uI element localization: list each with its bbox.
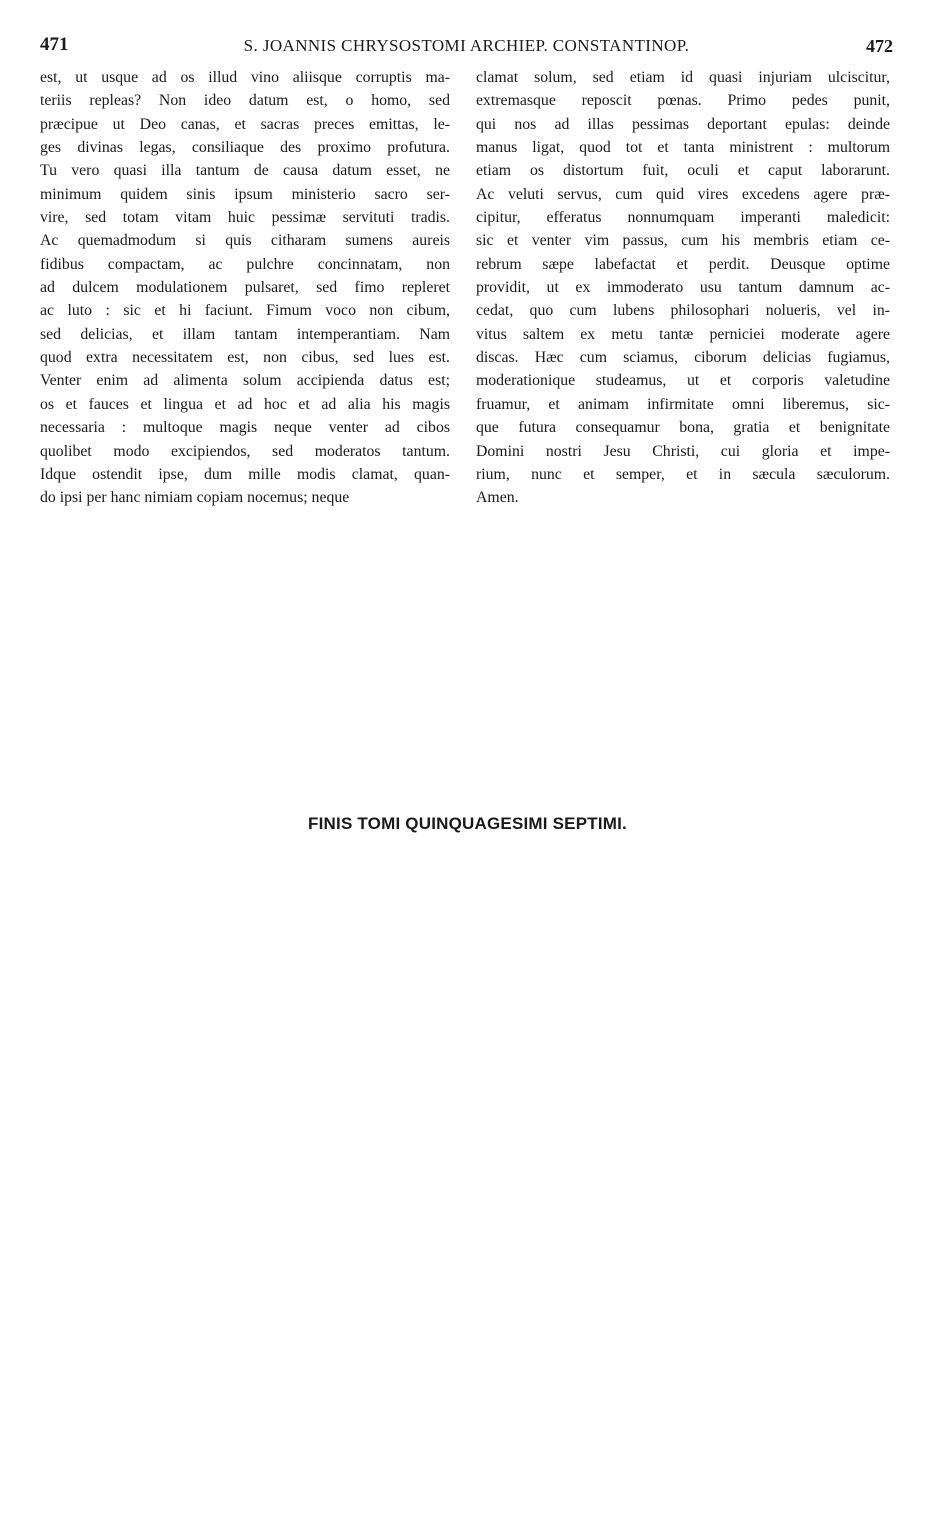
right-column bbox=[476, 66, 890, 510]
right-column-text-line: Ac veluti servus, cum quid vires excedens agere præ- bbox=[476, 185, 890, 203]
left-column-text-line: Tu vero quasi illa tantum de causa datum esset, ne bbox=[40, 162, 450, 180]
left-column-text-line: necessaria : multoque magis neque venter ad cibos bbox=[40, 419, 450, 437]
left-column-text-line: quod extra necessitatem est, non cibus, sed lues est. bbox=[40, 349, 450, 367]
right-column-text-line: manus ligat, quod tot et tanta ministrent : multorum bbox=[476, 139, 890, 157]
left-column-text-line: Idque ostendit ipse, dum mille modis clamat, quan- bbox=[40, 465, 450, 483]
left-column-text-line: Ac quemadmodum si quis citharam sumens aureis bbox=[40, 232, 450, 250]
finis-colophon: FINIS TOMI QUINQUAGESIMI SEPTIMI. bbox=[308, 814, 627, 833]
left-column-text-line: ges divinas legas, consiliaque des proximo profutura. bbox=[40, 139, 450, 157]
left-column-text-line: est, ut usque ad os illud vino aliisque corruptis ma- bbox=[40, 69, 450, 86]
right-column-text-line: extremasque reposcit pœnas. Primo pedes punit, bbox=[476, 92, 890, 110]
left-column-text-line: minimum quidem sinis ipsum ministerio sacro ser- bbox=[40, 185, 450, 203]
left-column-text-line: do ipsi per hanc nimiam copiam nocemus; neque bbox=[40, 489, 350, 507]
right-column-text-line: moderationique studeamus, ut et corporis valetudine bbox=[476, 372, 890, 390]
right-column-text-line: fruamur, et animam infirmitate omni liberemus, sic- bbox=[476, 395, 890, 413]
left-column-text-line: teriis repleas? Non ideo datum est, o homo, sed bbox=[40, 92, 450, 110]
right-column-text-line: discas. Hæc cum sciamus, ciborum delicias fugiamus, bbox=[476, 349, 890, 367]
right-column-text-line: providit, ut ex immoderato usu tantum damnum ac- bbox=[476, 279, 890, 297]
page-number-left: 471 bbox=[40, 34, 69, 55]
right-column-text-line: rebrum sæpe labefactat et perdit. Deusque optime bbox=[476, 255, 890, 273]
left-column-text-line: quolibet modo excipiendos, sed moderatos tantum. bbox=[40, 442, 450, 460]
right-column-text-line: sic et venter vim passus, cum his membris etiam ce- bbox=[476, 232, 890, 250]
right-column-text-line: Amen. bbox=[476, 489, 519, 507]
right-column-text-line: vitus saltem ex metu tantæ perniciei moderate agere bbox=[476, 325, 890, 343]
left-column-text-line: vire, sed totam vitam huic pessimæ servituti tradis. bbox=[40, 209, 450, 227]
running-title: S. JOANNIS CHRYSOSTOMI ARCHIEP. CONSTANTINOP. bbox=[243, 36, 690, 55]
right-column-text-line: rium, nunc et semper, et in sæcula sæculorum. bbox=[476, 465, 890, 483]
right-column-text-line: cedat, quo cum lubens philosophari nolueris, vel in- bbox=[476, 302, 890, 320]
right-column-text-line: clamat solum, sed etiam id quasi injuriam ulciscitur, bbox=[476, 69, 890, 86]
page-header bbox=[40, 34, 893, 60]
left-column-text-line: ac luto : sic et hi faciunt. Fimum voco non cibum, bbox=[40, 302, 450, 320]
right-column-text-line: que futura consequamur bona, gratia et benignitate bbox=[476, 419, 890, 437]
left-column-text-line: præcipue ut Deo canas, et sacras preces emittas, le- bbox=[40, 115, 450, 133]
left-column-text-line: Venter enim ad alimenta solum accipienda datus est; bbox=[40, 372, 450, 390]
page-number-right: 472 bbox=[866, 36, 893, 56]
right-column-text-line: cipitur, efferatus nonnumquam imperanti maledicit: bbox=[476, 209, 890, 227]
left-column-text-line: ad dulcem modulationem pulsaret, sed fimo repleret bbox=[40, 279, 450, 297]
left-column-text-line: os et fauces et lingua et ad hoc et ad alia his magis bbox=[40, 395, 450, 413]
left-column-text-line: fidibus compactam, ac pulchre concinnatam, non bbox=[40, 255, 450, 273]
right-column-text-line: qui nos ad illas pessimas deportant epulas: deinde bbox=[476, 115, 890, 133]
left-column bbox=[40, 66, 450, 510]
left-column-text-line: sed delicias, et illam tantam intemperantiam. Nam bbox=[40, 325, 450, 343]
right-column-text-line: Domini nostri Jesu Christi, cui gloria et impe- bbox=[476, 442, 890, 460]
right-column-text-line: etiam os distortum fuit, oculi et caput laborarunt. bbox=[476, 162, 890, 180]
